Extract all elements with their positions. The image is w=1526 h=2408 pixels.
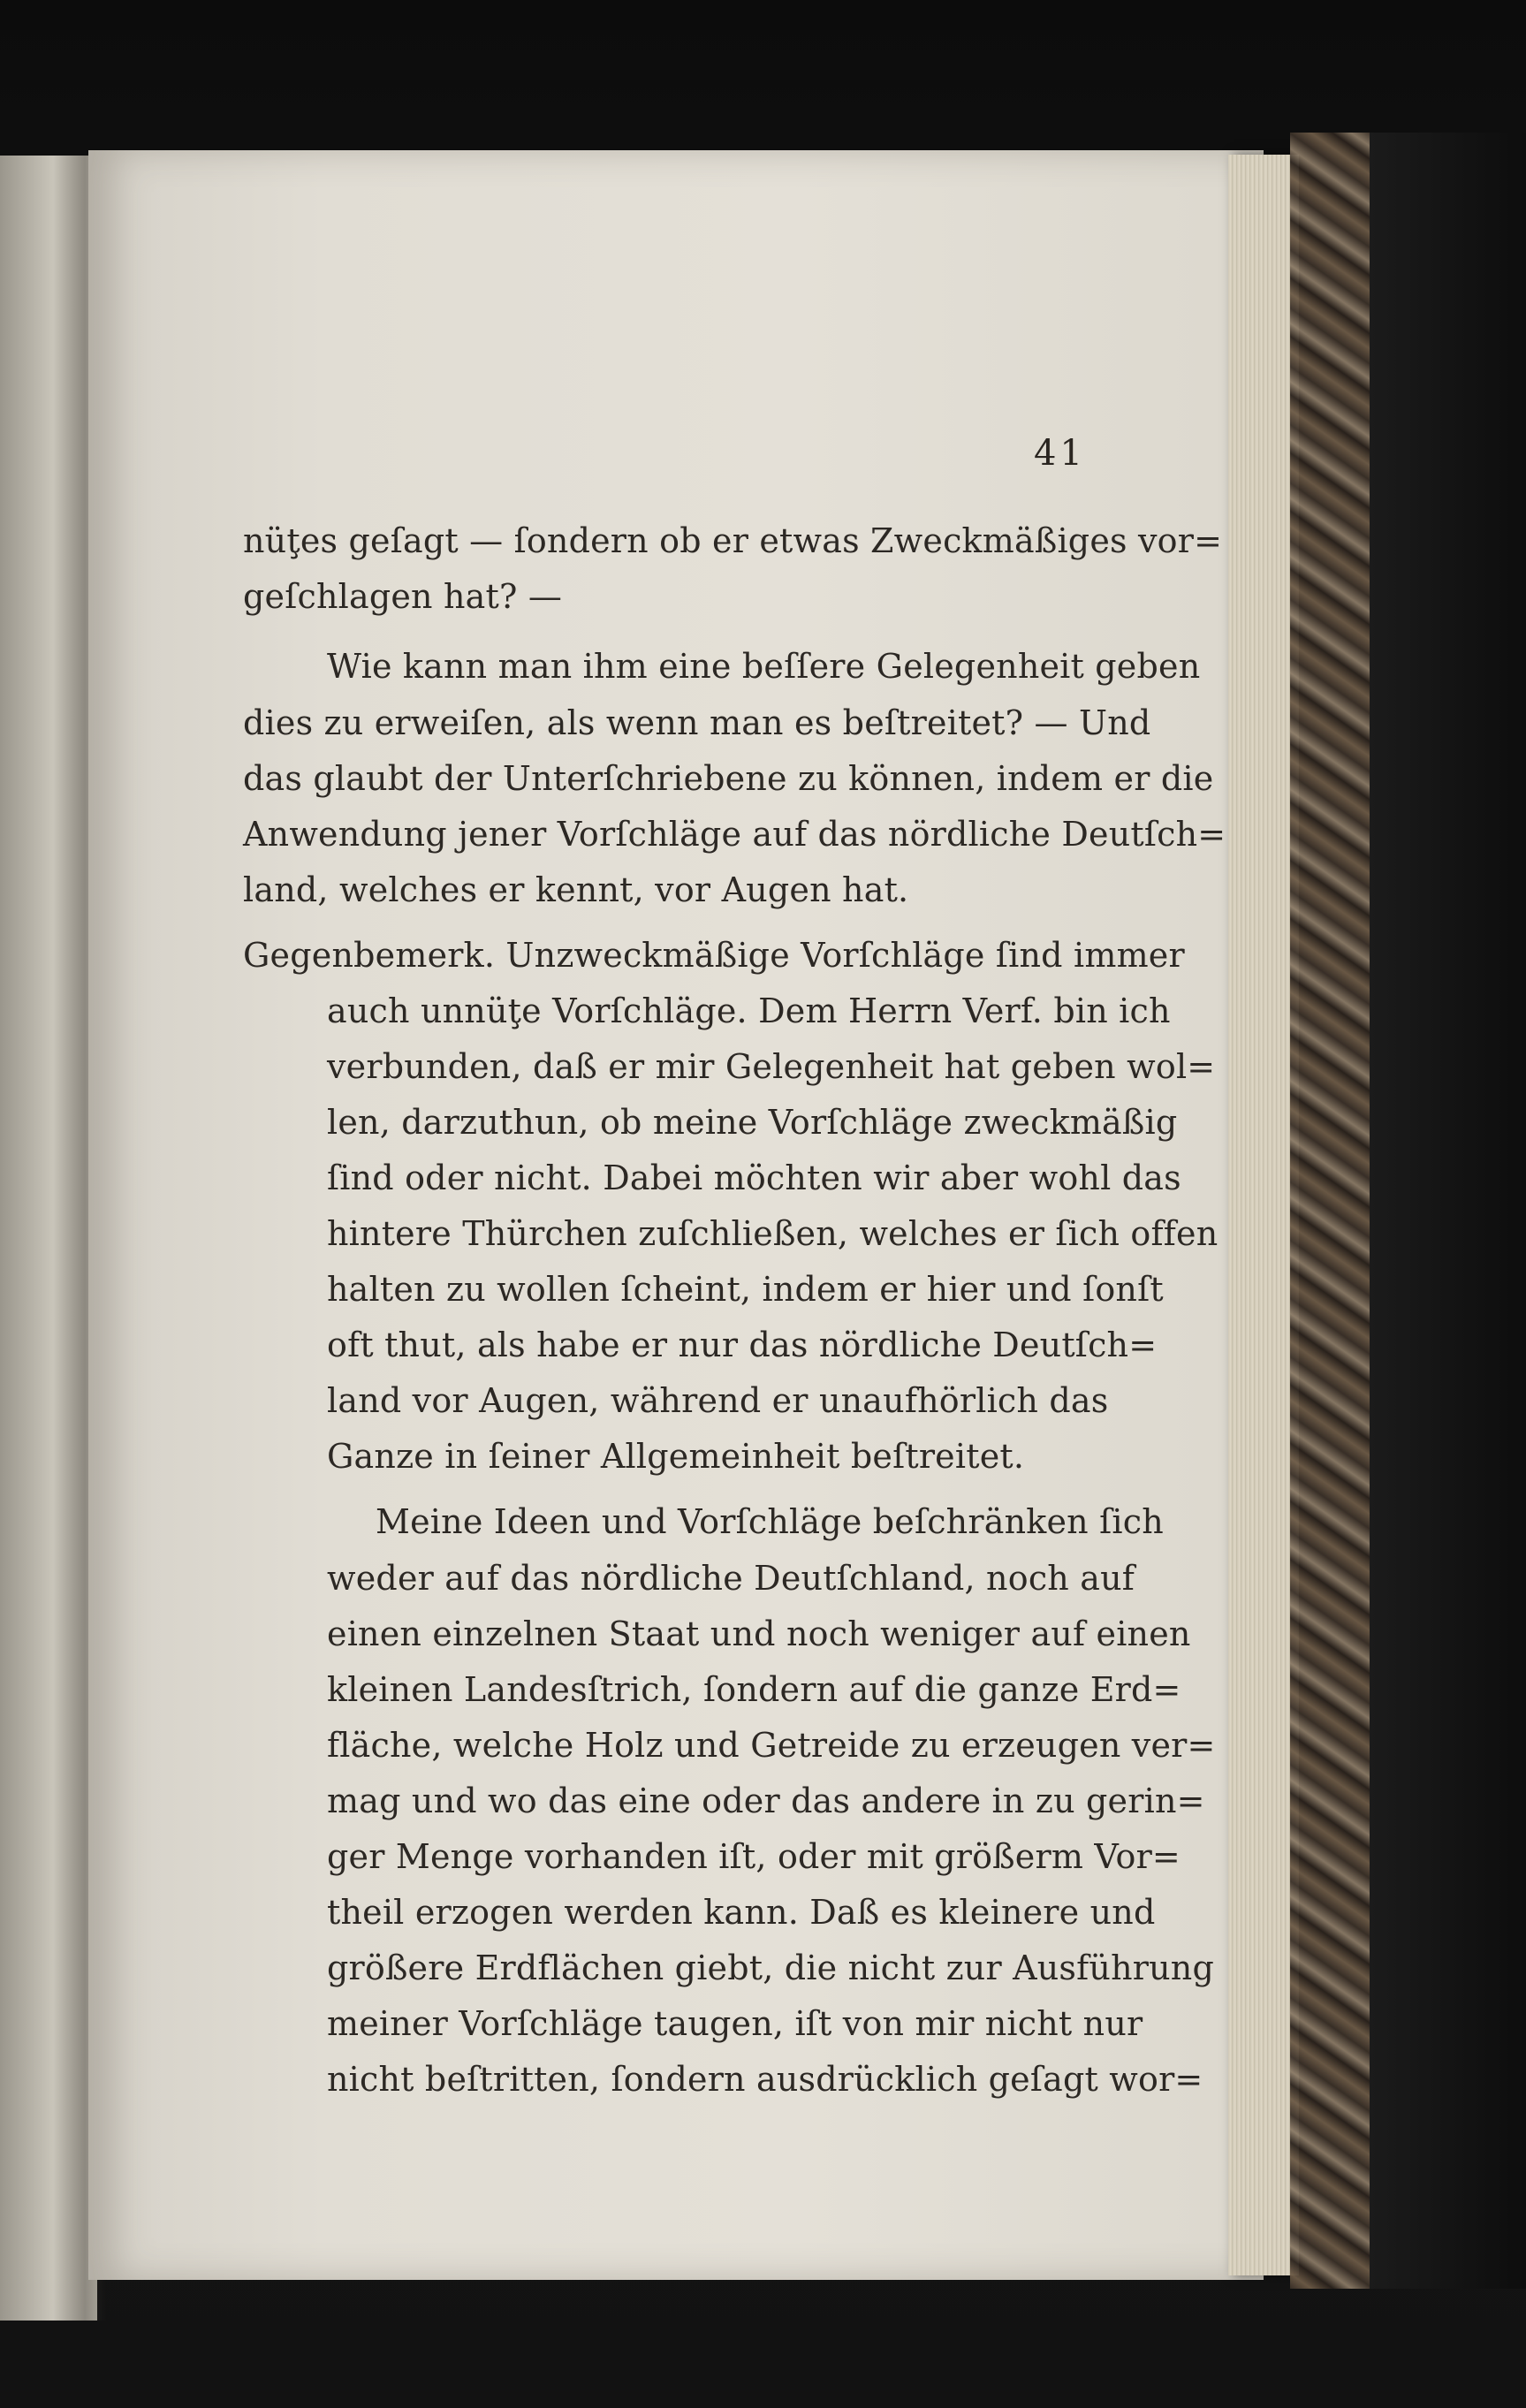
text-line: Gegenbemerk. Unzweckmäßige Vorſchläge ſind immer [243, 936, 1185, 975]
text-line: Anwendung jener Vorſchläge auf das nördliche Deutſch= [243, 815, 1226, 854]
text-line: fläche, welche Holz und Getreide zu erzeugen ver= [327, 1726, 1216, 1765]
text-line: hintere Thürchen zuſchließen, welches er ſich offen [327, 1214, 1219, 1253]
text-line: nüţes geſagt — ſondern ob er etwas Zweckmäßiges vor= [243, 521, 1223, 560]
book-page [88, 150, 1264, 2280]
text-line: land vor Augen, während er unaufhörlich das [327, 1381, 1109, 1420]
text-line: weder auf das nördliche Deutſchland, noch auf [327, 1559, 1135, 1598]
text-line: auch unnüţe Vorſchläge. Dem Herrn Verf. bin ich [327, 991, 1171, 1030]
text-line: verbunden, daß er mir Gelegenheit hat geben wol= [327, 1047, 1216, 1086]
text-line: einen einzelnen Staat und noch weniger auf einen [327, 1614, 1191, 1653]
text-line: ſind oder nicht. Dabei möchten wir aber wohl das [327, 1158, 1181, 1197]
marbled-cover [1290, 133, 1370, 2289]
cover-shadow [1370, 133, 1526, 2289]
text-line: land, welches er kennt, vor Augen hat. [243, 870, 909, 909]
text-line: len, darzuthun, ob meine Vorſchläge zweckmäßig [327, 1103, 1178, 1142]
text-line: oft thut, als habe er nur das nördliche Deutſch= [327, 1326, 1158, 1364]
text-line: halten zu wollen ſcheint, indem er hier und ſonſt [327, 1270, 1164, 1309]
text-line: meiner Vorſchläge taugen, iſt von mir nicht nur [327, 2004, 1143, 2043]
page-block-edges [1228, 155, 1299, 2275]
text-line: mag und wo das eine oder das andere in zu gerin= [327, 1781, 1205, 1820]
text-line: das glaubt der Unterſchriebene zu können, indem er die [243, 759, 1214, 798]
text-line: größere Erdflächen giebt, die nicht zur Ausführung [327, 1948, 1214, 1987]
text-line: Ganze in ſeiner Allgemeinheit beſtreitet. [327, 1437, 1025, 1476]
text-line: Wie kann man ihm eine beſſere Gelegenheit geben [327, 647, 1201, 686]
text-line: nicht beſtritten, ſondern ausdrücklich geſagt wor= [327, 2060, 1203, 2099]
text-line: theil erzogen werden kann. Daß es kleinere und [327, 1893, 1156, 1932]
page-number: 41 [1034, 433, 1086, 474]
text-line: geſchlagen hat? — [243, 577, 563, 616]
text-line: kleinen Landesſtrich, ſondern auf die ganze Erd= [327, 1670, 1181, 1709]
text-line: dies zu erweiſen, als wenn man es beſtreitet? — Und [243, 703, 1151, 742]
text-line: ger Menge vorhanden iſt, oder mit größerm Vor= [327, 1837, 1181, 1876]
text-line: Meine Ideen und Vorſchläge beſchränken ſich [376, 1502, 1164, 1541]
